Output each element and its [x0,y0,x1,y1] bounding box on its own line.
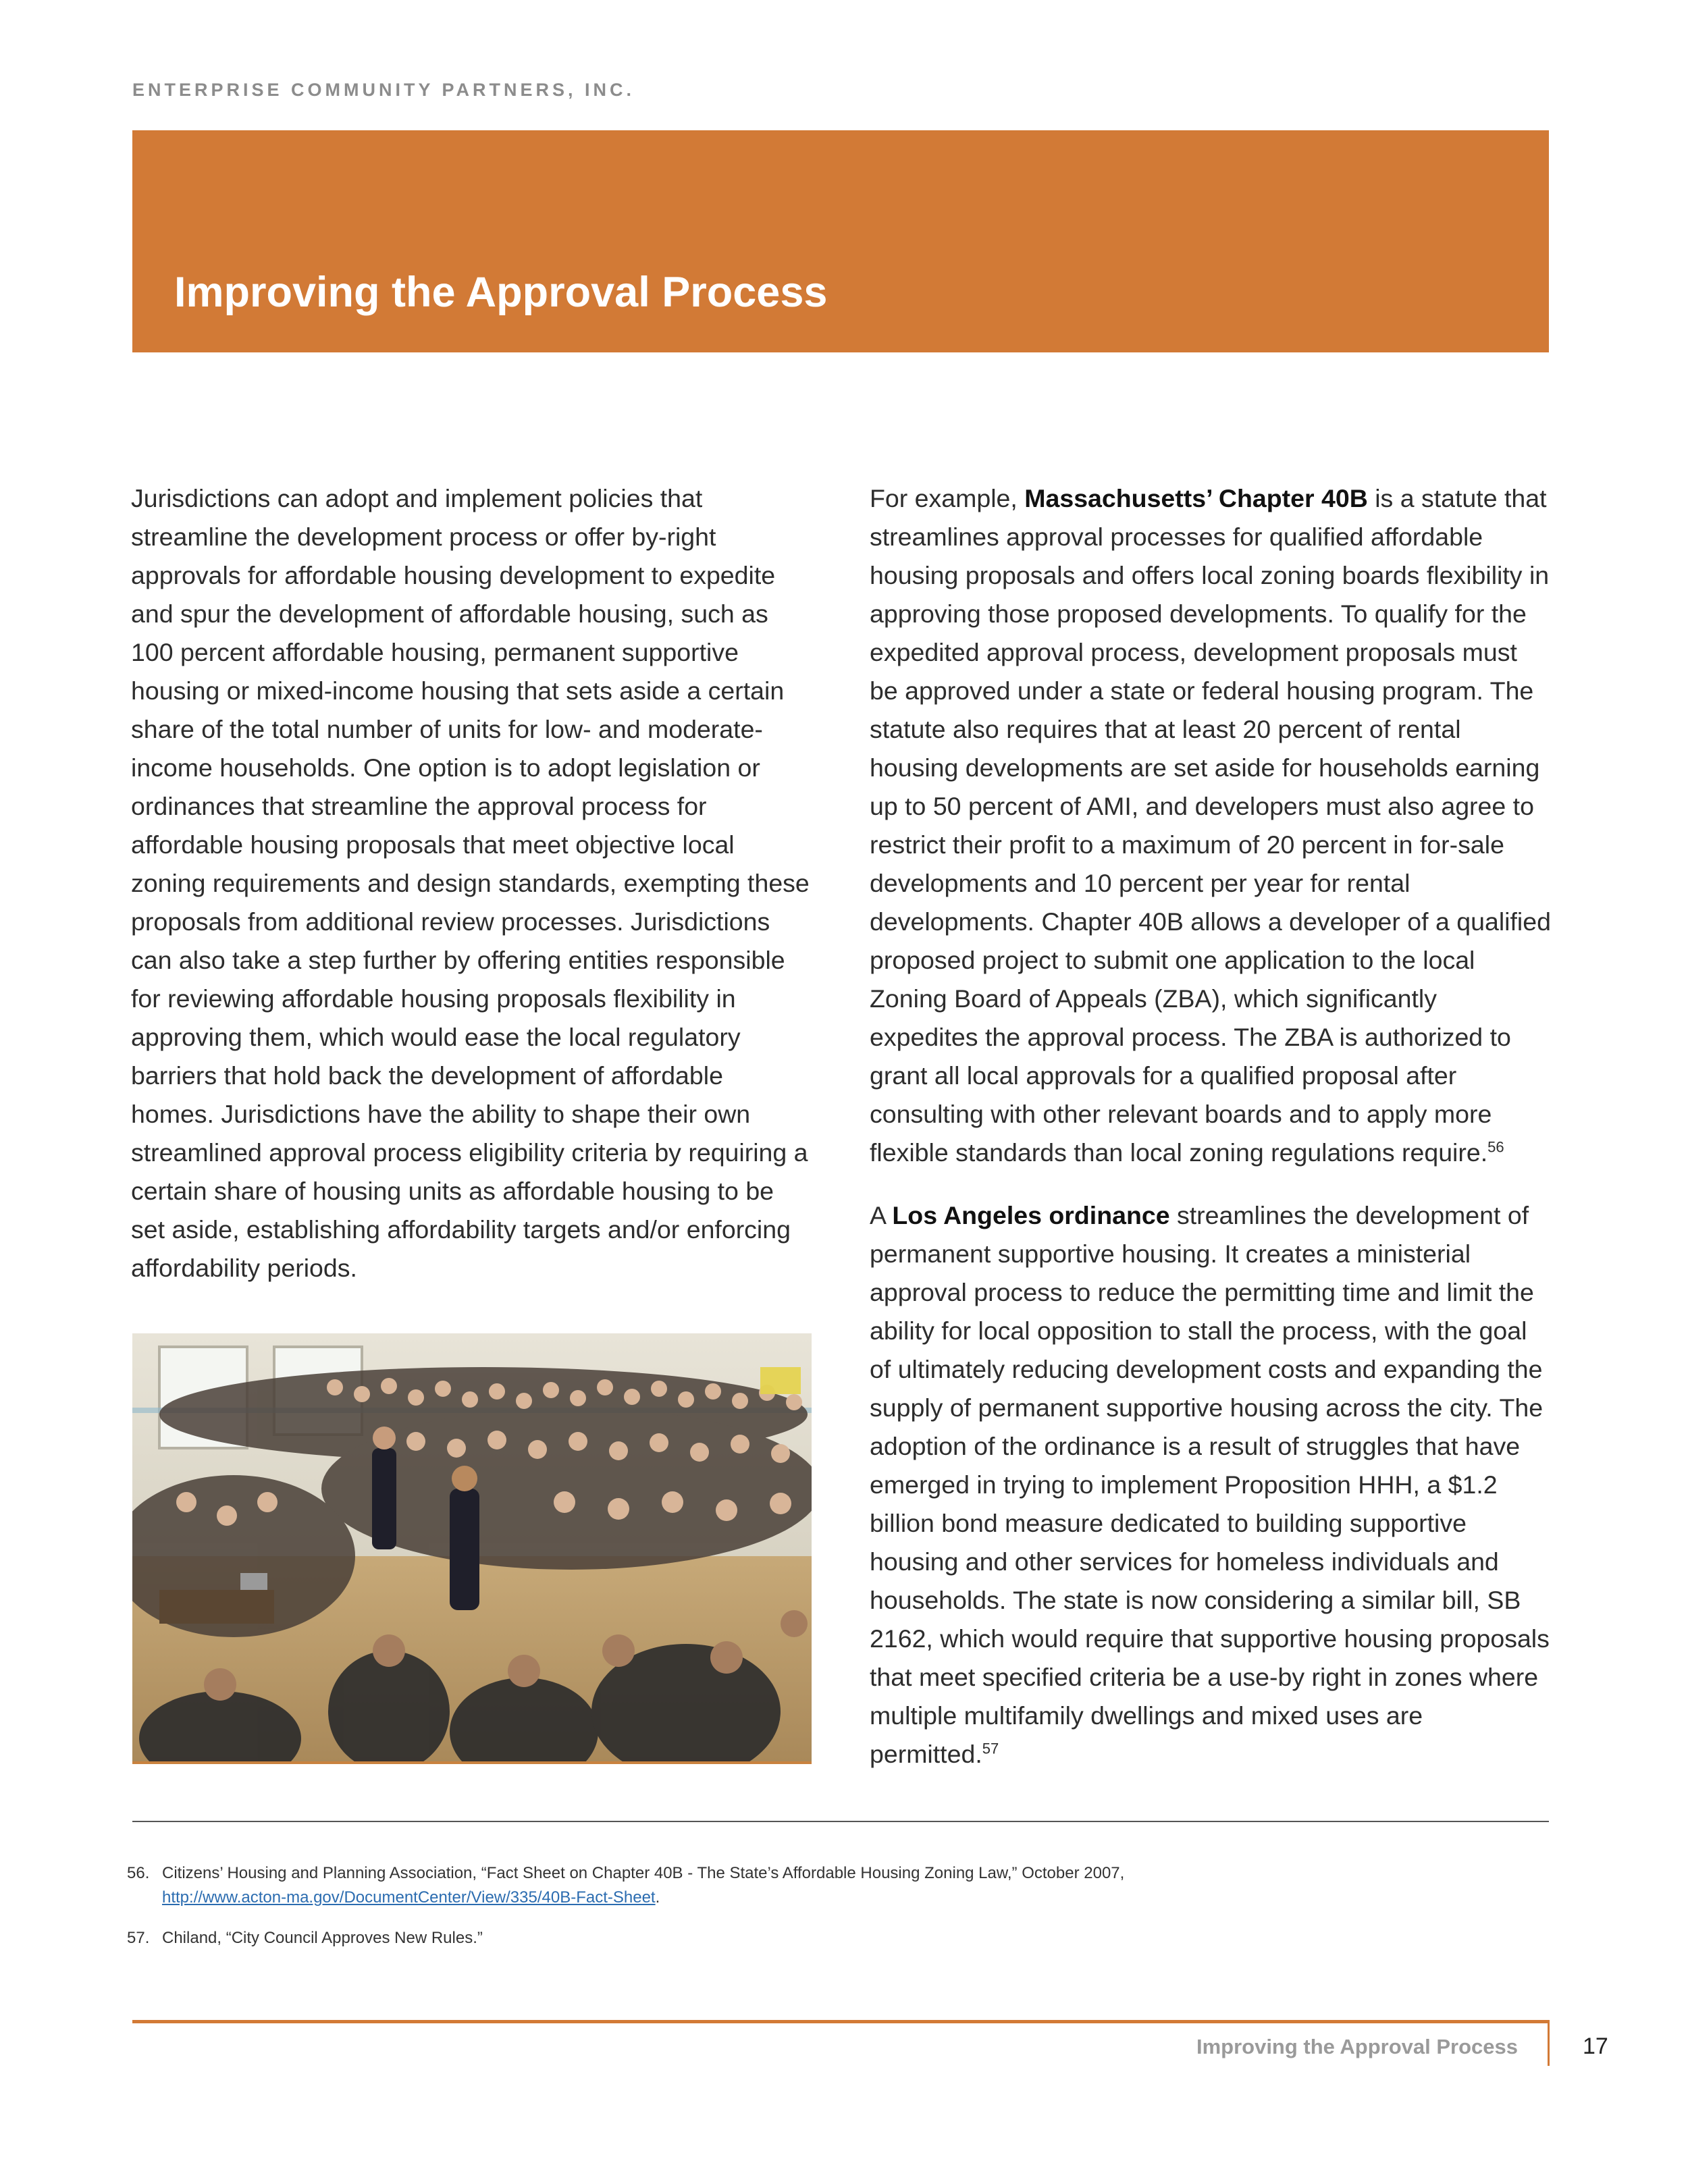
footnote-57 [127,1926,1410,1950]
chapter-40b-highlight: Massachusetts’ Chapter 40B [1024,484,1368,512]
p2-lead: A [870,1201,893,1229]
p1-lead: For example, [870,484,1025,512]
chapter-40b-paragraph [870,479,1552,1172]
left-column [131,479,813,1287]
footnote-56 [127,1861,1410,1910]
page-title: Improving the Approval Process [174,269,828,316]
footnote-link[interactable]: http://www.acton-ma.gov/DocumentCenter/View/335/40B-Fact-Sheet [162,1888,656,1907]
organization-name: ENTERPRISE COMMUNITY PARTNERS, INC. [132,80,635,100]
footer-rule [132,2020,1549,2023]
footnote-ref-56[interactable]: 56 [1487,1138,1504,1156]
los-angeles-highlight: Los Angeles ordinance [892,1201,1170,1229]
right-column [870,479,1552,1774]
footnote-text: Chiland, “City Council Approves New Rules.” [162,1929,483,1947]
page-number: 17 [1583,2033,1608,2059]
footer-section-title: Improving the Approval Process [1196,2035,1518,2058]
footnote-text: Citizens’ Housing and Planning Association, “Fact Sheet on Chapter 40B - The State’s Affordable Housing Zoning Law,” October 2007, [162,1864,1125,1882]
footnote-ref-57[interactable]: 57 [982,1740,999,1757]
footnote-number: 56. [127,1864,150,1882]
footnotes [127,1861,1410,1950]
footer-divider-tick [1548,2020,1550,2066]
footnote-number: 57. [127,1929,150,1947]
los-angeles-paragraph [870,1196,1552,1774]
section-banner [132,130,1549,352]
p1-body: is a statute that streamlines approval processes for qualified affordable housing proposals and offers local zoning boards flexibility in approving those proposed developments. To qualify for the expedited approval process, development proposals must be approved under a state or federal housing program. The statute also requires that at least 20 percent of rental housing developments are set aside for households earning up to 50 percent of AMI, and developers must also agree to restrict their profit to a maximum of 20 percent in for-sale developments and 10 percent per year for rental developments. Chapter 40B allows a developer of a qualified proposed project to submit one application to the local Zoning Board of Appeals (ZBA), which significantly expedites the approval process. The ZBA is authorized to grant all local approvals for a qualified proposal after consulting with other relevant boards and to apply more flexible standards than local zoning regulations require. [870,484,1551,1167]
community-meeting-photo [132,1333,812,1764]
p2-body: streamlines the development of permanent supportive housing. It creates a ministerial approval process to reduce the permitting time and limit the ability for local opposition to stall the process, with the goal of ultimately reducing development costs and expanding the supply of permanent supportive housing across the city. The adoption of the ordinance is a result of struggles that have emerged in trying to implement Proposition HHH, a $1.2 billion bond measure dedicated to building supportive housing and other services for homeless individuals and households. The state is now considering a similar bill, SB 2162, which would require that supportive housing proposals that meet specified criteria be a use-by right in zones where multiple multifamily dwellings and mixed uses are permitted. [870,1201,1550,1768]
footnotes-divider [132,1821,1549,1822]
footnote-tail: . [655,1888,660,1907]
intro-paragraph: Jurisdictions can adopt and implement policies that streamline the development process or offer by-right approvals for affordable housing development to expedite and spur the development of affordable housing, such as 100 percent affordable housing, permanent supportive housing or mixed-income housing that sets aside a certain share of the total number of units for low- and moderate-income households. One option is to adopt legislation or ordinances that streamline the approval process for affordable housing proposals that meet objective local zoning requirements and design standards, exempting these proposals from additional review processes. Jurisdictions can also take a step further by offering entities responsible for reviewing affordable housing proposals flexibility in approving them, which would ease the local regulatory barriers that hold back the development of affordable homes. Jurisdictions have the ability to shape their own streamlined approval process eligibility criteria by requiring a certain share of housing units as affordable housing to be set aside, establishing affordability targets and/or enforcing affordability periods. [131,484,810,1282]
